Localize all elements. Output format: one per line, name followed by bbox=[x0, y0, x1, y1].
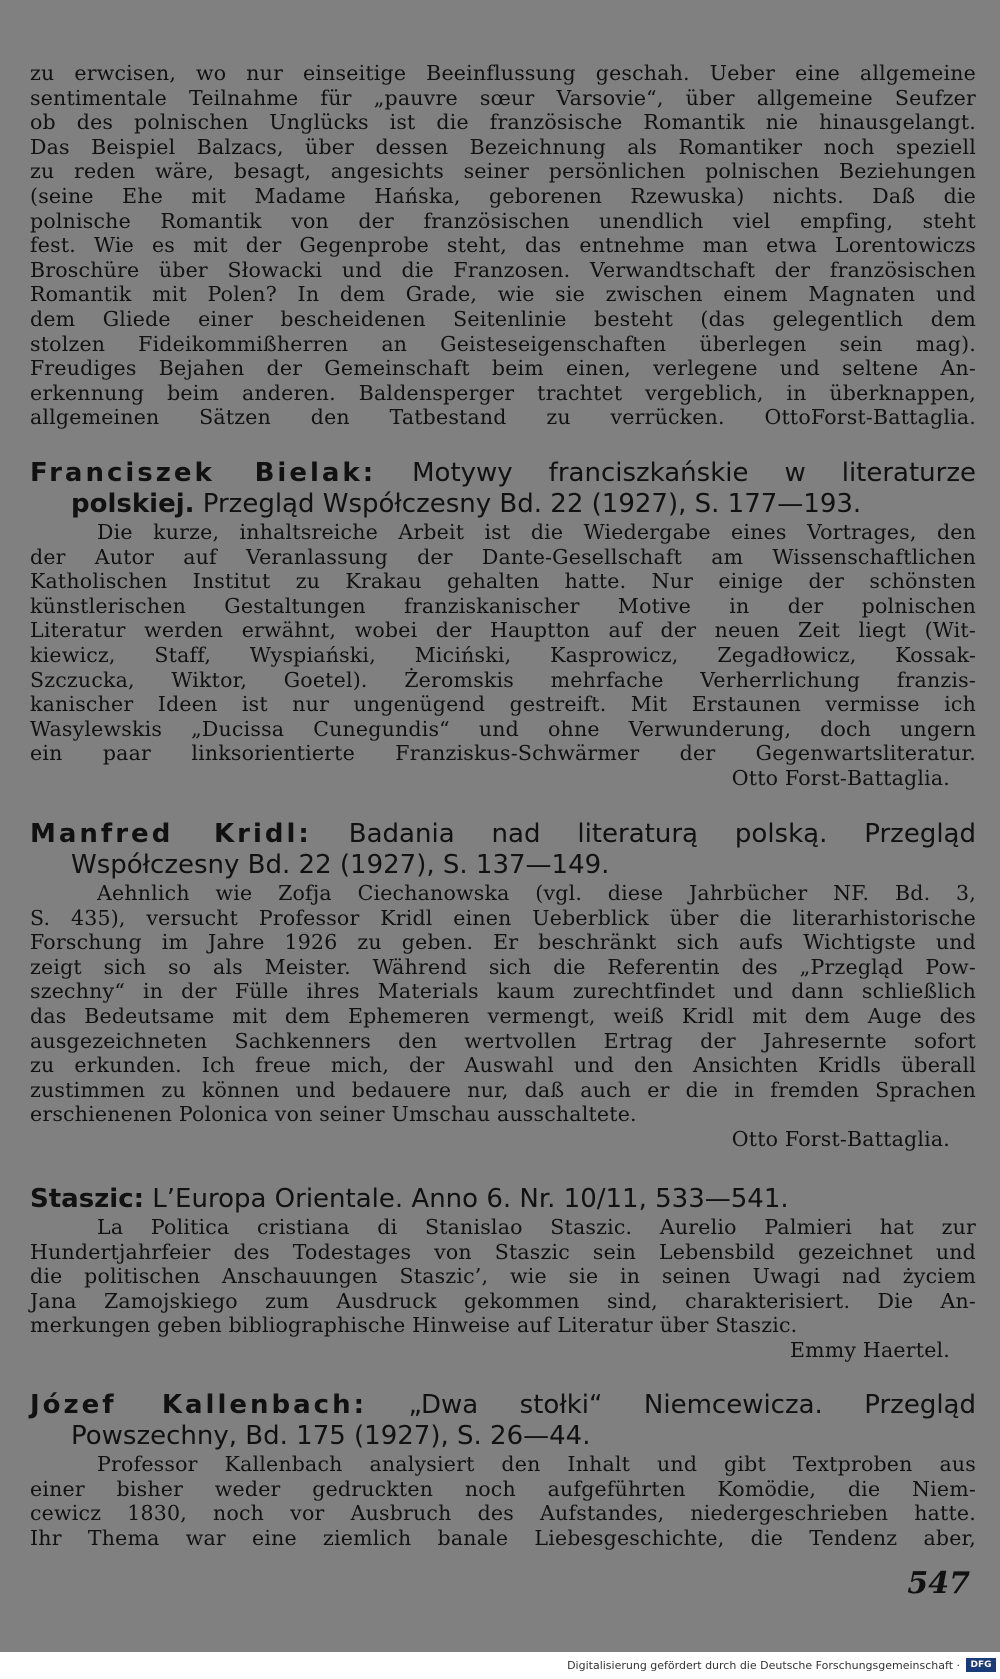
text-line: sentimentale Teilnahme für „pauvre sœur Varsovie“, über allgemeine Seufzer bbox=[30, 85, 976, 110]
text-line: zu erkunden. Ich freue mich, der Auswahl und den Ansichten Kridls überall bbox=[30, 1053, 976, 1078]
review-signature: Emmy Haertel. bbox=[789, 1337, 950, 1362]
review-kallenbach bbox=[30, 1390, 976, 1550]
review-author: Staszic: bbox=[30, 1184, 145, 1214]
text-line: S. 435), versucht Professor Kridl einen Ueberblick über die literarhistorische bbox=[30, 905, 976, 930]
text-line: Broschüre über Słowacki und die Franzosen. Verwandtschaft der französischen bbox=[30, 257, 976, 282]
text-line: zu erwcisen, wo nur einseitige Beeinflussung geschah. Ueber eine allgemeine bbox=[30, 61, 976, 85]
review-title: Motywy franciszkańskie w literaturze bbox=[412, 458, 976, 488]
text-line: ein paar linksorientierte Franziskus-Schwärmer der Gegenwartsliteratur. bbox=[30, 741, 976, 766]
intro-paragraph bbox=[30, 61, 976, 430]
review-source: L’Europa Orientale. Anno 6. Nr. 10/11, 533—541. bbox=[152, 1184, 789, 1214]
text-line: die politischen Anschauungen Staszic’, wie sie in seinen Uwagi nad życiem bbox=[30, 1264, 976, 1289]
text-line: zeigt sich so als Meister. Während sich die Referentin des „Przegląd Pow- bbox=[30, 954, 976, 979]
review-title-bold: polskiej. bbox=[71, 489, 195, 519]
text-line: Aehnlich wie Zofja Ciechanowska (vgl. diese Jahrbücher NF. Bd. 3, bbox=[97, 881, 976, 905]
review-kridl bbox=[30, 819, 976, 1152]
review-title: Badania nad literaturą polską. Przegląd bbox=[348, 819, 976, 849]
review-heading bbox=[30, 819, 976, 850]
dfg-logo-icon[interactable]: DFG bbox=[966, 1658, 996, 1672]
text-line: Die kurze, inhaltsreiche Arbeit ist die Wiedergabe eines Vortrages, den bbox=[97, 520, 976, 544]
text-line: fest. Wie es mit der Gegenprobe steht, das entnehme man etwa Lorentowiczs bbox=[30, 233, 976, 258]
text-line: stolzen Fideikommißherren an Geisteseigenschaften überlegen sein mag). bbox=[30, 331, 976, 356]
text-line: cewicz 1830, noch vor Ausbruch des Aufstandes, niedergeschrieben hatte. bbox=[30, 1501, 976, 1526]
text-line: Hundertjahrfeier des Todestages von Staszic sein Lebensbild gezeichnet und bbox=[30, 1239, 976, 1264]
review-heading bbox=[30, 1390, 976, 1421]
text-line: Romantik mit Polen? In dem Grade, wie sie zwischen einem Magnaten und bbox=[30, 282, 976, 307]
text-line: das Bedeutsame mit dem Ephemeren vermengt, weiß Kridl mit dem Auge des bbox=[30, 1003, 976, 1028]
text-line: Professor Kallenbach analysiert den Inhalt und gibt Textproben aus bbox=[97, 1452, 976, 1476]
text-line: künstlerischen Gestaltungen franziskanischer Motive in der polnischen bbox=[30, 593, 976, 618]
review-signature: Otto Forst-Battaglia. bbox=[731, 765, 950, 790]
text-line: (seine Ehe mit Madame Hańska, geborenen Rzewuska) nichts. Daß die bbox=[30, 183, 976, 208]
text-line: dem Gliede einer bescheidenen Seitenlinie besteht (das gelegentlich dem bbox=[30, 306, 976, 331]
text-line: zu reden wäre, besagt, angesichts seiner persönlichen polnischen Beziehungen bbox=[30, 159, 976, 184]
funding-credit: Digitalisierung gefördert durch die Deutsche Forschungsgemeinschaft · bbox=[567, 1659, 960, 1672]
text-line: Jana Zamojskiego zum Ausdruck gekommen sind, charakterisiert. Die An- bbox=[30, 1288, 976, 1313]
text-line: Das Beispiel Balzacs, über dessen Bezeichnung als Romantiker noch speziell bbox=[30, 134, 976, 159]
text-line: ausgezeichneten Sachkenners den wertvollen Ertrag der Jahresernte sofort bbox=[30, 1028, 976, 1053]
text-line: zustimmen zu können und bedauere nur, daß auch er die in fremden Sprachen bbox=[30, 1077, 976, 1102]
text-line: allgemeinen Sätzen den Tatbestand zu verrücken. OttoForst-Battaglia. bbox=[30, 405, 976, 430]
review-heading-continued bbox=[71, 489, 976, 520]
text-line: Szczucka, Wiktor, Goetel). Żeromskis mehrfache Verherrlichung franzis- bbox=[30, 667, 976, 692]
text-line: merkungen geben bibliographische Hinweise auf Literatur über Staszic. bbox=[30, 1313, 798, 1338]
review-source: Współczesny Bd. 22 (1927), S. 137—149. bbox=[71, 850, 610, 880]
text-line: Literatur werden erwähnt, wobei der Hauptton auf der neuen Zeit liegt (Wit- bbox=[30, 618, 976, 643]
review-source: Przegląd Współczesny Bd. 22 (1927), S. 177—193. bbox=[202, 489, 862, 519]
text-line: szechny“ in der Fülle ihres Materials kaum zurechtfindet und dann schließlich bbox=[30, 979, 976, 1004]
review-author: Franciszek Bielak: bbox=[30, 458, 377, 488]
review-author: Józef Kallenbach: bbox=[30, 1390, 367, 1420]
text-line: Katholischen Institut zu Krakau gehalten hatte. Nur einige der schönsten bbox=[30, 569, 976, 594]
text-line: Ihr Thema war eine ziemlich banale Liebesgeschichte, die Tendenz aber, bbox=[30, 1525, 976, 1550]
text-line: erschienenen Polonica von seiner Umschau ausschaltete. bbox=[30, 1102, 637, 1127]
text-line: polnische Romantik von der französischen unendlich viel empfing, steht bbox=[30, 208, 976, 233]
review-signature: Otto Forst-Battaglia. bbox=[731, 1126, 950, 1151]
review-bielak bbox=[30, 458, 976, 791]
text-line: Forschung im Jahre 1926 zu geben. Er beschränkt sich aufs Wichtigste und bbox=[30, 930, 976, 955]
text-line: erkennung beim anderen. Baldensperger trachtet vergeblich, in überknappen, bbox=[30, 380, 976, 405]
text-line: Wasylewskis „Ducissa Cunegundis“ und ohne Verwunderung, doch ungern bbox=[30, 716, 976, 741]
review-title: „Dwa stołki“ Niemcewicza. Przegląd bbox=[408, 1390, 976, 1420]
text-line: kanischer Ideen ist nur ungenügend gestreift. Mit Erstaunen vermisse ich bbox=[30, 692, 976, 717]
review-heading bbox=[30, 1184, 976, 1215]
review-heading bbox=[30, 458, 976, 489]
text-line: der Autor auf Veranlassung der Dante-Gesellschaft am Wissenschaftlichen bbox=[30, 544, 976, 569]
text-line: La Politica cristiana di Stanislao Staszic. Aurelio Palmieri hat zur bbox=[97, 1215, 976, 1239]
review-author: Manfred Kridl: bbox=[30, 819, 312, 849]
text-line: Freudiges Bejahen der Gemeinschaft beim einen, verlegene und seltene An- bbox=[30, 356, 976, 381]
text-line: einer bisher weder gedruckten noch aufgeführten Komödie, die Niem- bbox=[30, 1476, 976, 1501]
page-number: 547 bbox=[907, 1566, 970, 1601]
text-line: ob des polnischen Unglücks ist die französische Romantik nie hinausgelangt. bbox=[30, 110, 976, 135]
review-staszic bbox=[30, 1184, 976, 1363]
review-source: Powszechny, Bd. 175 (1927), S. 26—44. bbox=[71, 1421, 591, 1451]
footer-bar bbox=[0, 1652, 1000, 1679]
text-line: kiewicz, Staff, Wyspiański, Miciński, Kasprowicz, Zegadłowicz, Kossak- bbox=[30, 642, 976, 667]
